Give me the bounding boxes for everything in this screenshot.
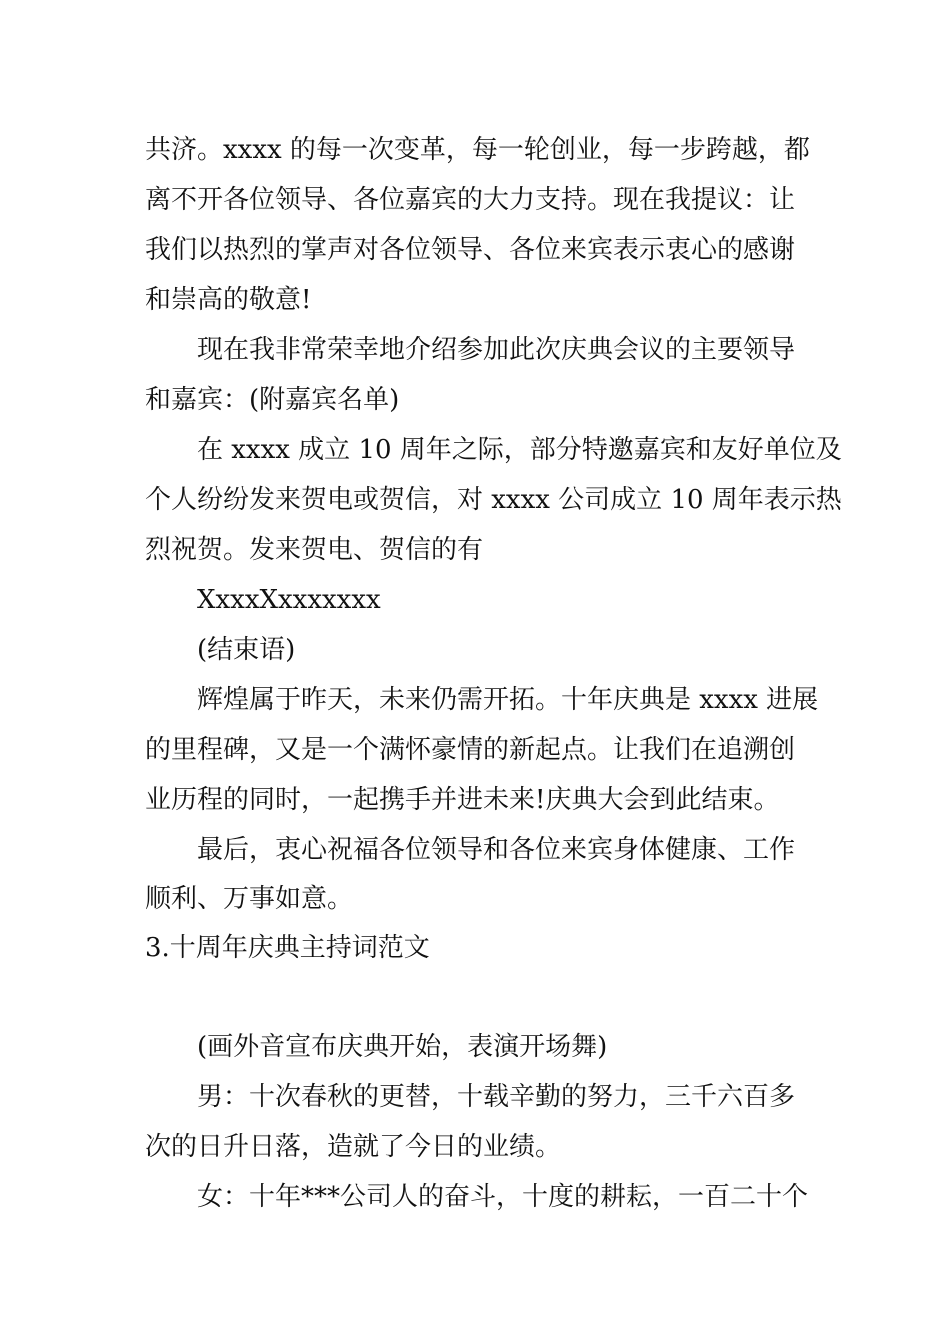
- paragraph-line: 次的日升日落，造就了今日的业绩。: [145, 1132, 562, 1162]
- paragraph-line: (画外音宣布庆典开始，表演开场舞): [197, 1032, 608, 1062]
- paragraph-line: 个人纷纷发来贺电或贺信，对 xxxx 公司成立 10 周年表示热: [145, 485, 842, 515]
- paragraph-line: 在 xxxx 成立 10 周年之际，部分特邀嘉宾和友好单位及: [197, 435, 842, 465]
- paragraph-line: 和嘉宾：(附嘉宾名单): [145, 385, 400, 415]
- paragraph-line: 业历程的同时，一起携手并进未来!庆典大会到此结束。: [145, 785, 780, 815]
- paragraph-line: 女：十年***公司人的奋斗，十度的耕耘，一百二十个: [197, 1182, 809, 1212]
- paragraph-line: 烈祝贺。发来贺电、贺信的有: [145, 535, 484, 565]
- paragraph-line: 我们以热烈的掌声对各位领导、各位来宾表示衷心的感谢: [145, 235, 796, 265]
- paragraph-line: (结束语): [197, 635, 296, 665]
- paragraph-line: 的里程碑，又是一个满怀豪情的新起点。让我们在追溯创: [145, 735, 796, 765]
- paragraph-line: 辉煌属于昨天，未来仍需开拓。十年庆典是 xxxx 进展: [197, 685, 819, 715]
- paragraph-line: 和崇高的敬意!: [145, 285, 312, 315]
- paragraph-line: 现在我非常荣幸地介绍参加此次庆典会议的主要领导: [197, 335, 796, 365]
- paragraph-line: 最后，衷心祝福各位领导和各位来宾身体健康、工作: [197, 835, 796, 865]
- paragraph-line: 离不开各位领导、各位嘉宾的大力支持。现在我提议：让: [145, 185, 796, 215]
- paragraph-line: 男：十次春秋的更替，十载辛勤的努力，三千六百多: [197, 1082, 796, 1112]
- section-heading: 3.十周年庆典主持词范文: [145, 933, 430, 963]
- paragraph-line: XxxxXxxxxxxx: [197, 585, 381, 615]
- paragraph-line: 共济。xxxx 的每一次变革，每一轮创业，每一步跨越，都: [145, 135, 810, 165]
- paragraph-line: 顺利、万事如意。: [145, 884, 354, 914]
